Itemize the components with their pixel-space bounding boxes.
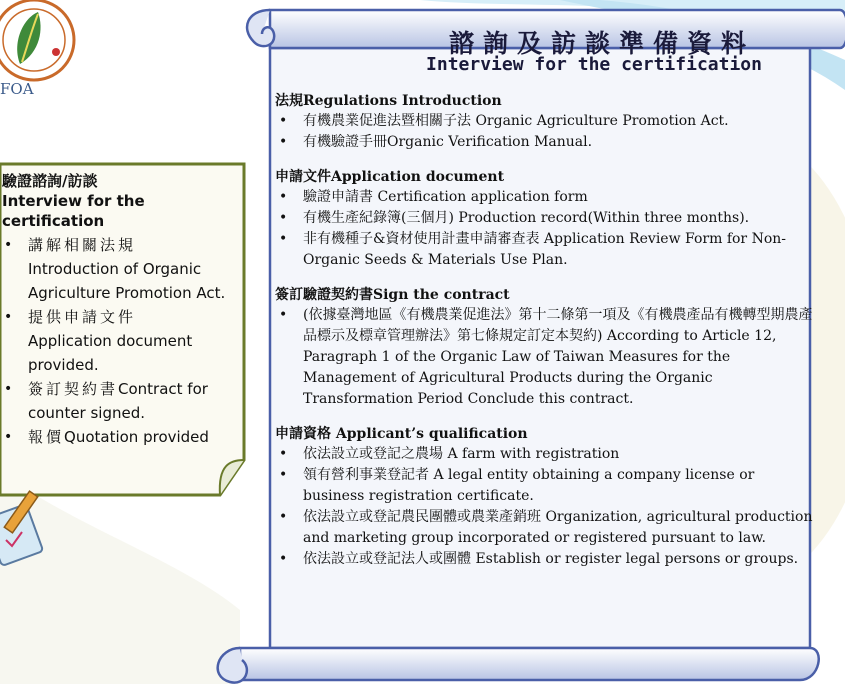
list-item: • 有機農業促進法暨相關子法 Organic Agriculture Promotion Act. <box>275 111 815 132</box>
list-item: • 領有營利事業登記者 A legal entity obtaining a company license or business registration certificate. <box>275 465 815 507</box>
list-item: • (依據臺灣地區《有機農業促進法》第十二條第一項及《有機農產品有機轉型期農產品標示及標章管理辦法》第七條規定訂定本契約) According to Article 12, Paragraph 1 of the Organic Law of Taiwan Measures for the Management of Agricultural Products during the Organic Transformation Period Conclude this contract. <box>275 305 815 410</box>
logo-text: FOA <box>0 80 34 98</box>
list-item: • 依法設立或登記之農場 A farm with registration <box>275 444 815 465</box>
list-item: • 依法設立或登記農民團體或農業產銷班 Organization, agricultural production and marketing group incorporated or registered pursuant to law. <box>275 507 815 549</box>
section-title: 申請文件Application document <box>275 169 505 185</box>
list-item: • 驗證申請書 Certification application form <box>275 187 815 208</box>
list-item: • 依法設立或登記法人或團體 Establish or register legal persons or groups. <box>275 549 815 570</box>
section-list <box>275 111 815 153</box>
list-item: • 講解相關法規 Introduction of Organic Agriculture Promotion Act. <box>2 233 242 305</box>
section-title: 法規Regulations Introduction <box>275 93 502 109</box>
list-item: • 簽訂契約書Contract for counter signed. <box>2 377 242 425</box>
section-list <box>275 305 815 410</box>
page-title: 諮詢及訪談準備資料 <box>448 29 755 58</box>
list-item: • 有機生產紀錄簿(三個月) Production record(Within three months). <box>275 208 815 229</box>
list-item: • 報價Quotation provided <box>2 425 242 449</box>
page-subtitle: Interview for the certification <box>426 54 762 75</box>
section-qualification <box>275 424 815 570</box>
section-title: 申請資格 Applicant’s qualification <box>275 426 528 442</box>
section-list <box>275 187 815 271</box>
pencil-notepad-icon <box>0 470 66 570</box>
section-title: 簽訂驗證契約書Sign the contract <box>275 287 510 303</box>
section-list <box>275 444 815 570</box>
section-application-document <box>275 167 815 271</box>
section-regulations <box>275 91 815 153</box>
list-item: • 提供申請文件 Application document provided. <box>2 305 242 377</box>
list-item: • 有機驗證手冊Organic Verification Manual. <box>275 132 815 153</box>
left-panel-title: 驗證諮詢/訪談 Interview for the certification <box>2 172 145 230</box>
main-content <box>275 91 815 584</box>
section-sign-contract <box>275 285 815 410</box>
list-item: • 非有機種子&資材使用計畫申請審查表 Application Review Form for Non-Organic Seeds & Materials Use Plan. <box>275 229 815 271</box>
